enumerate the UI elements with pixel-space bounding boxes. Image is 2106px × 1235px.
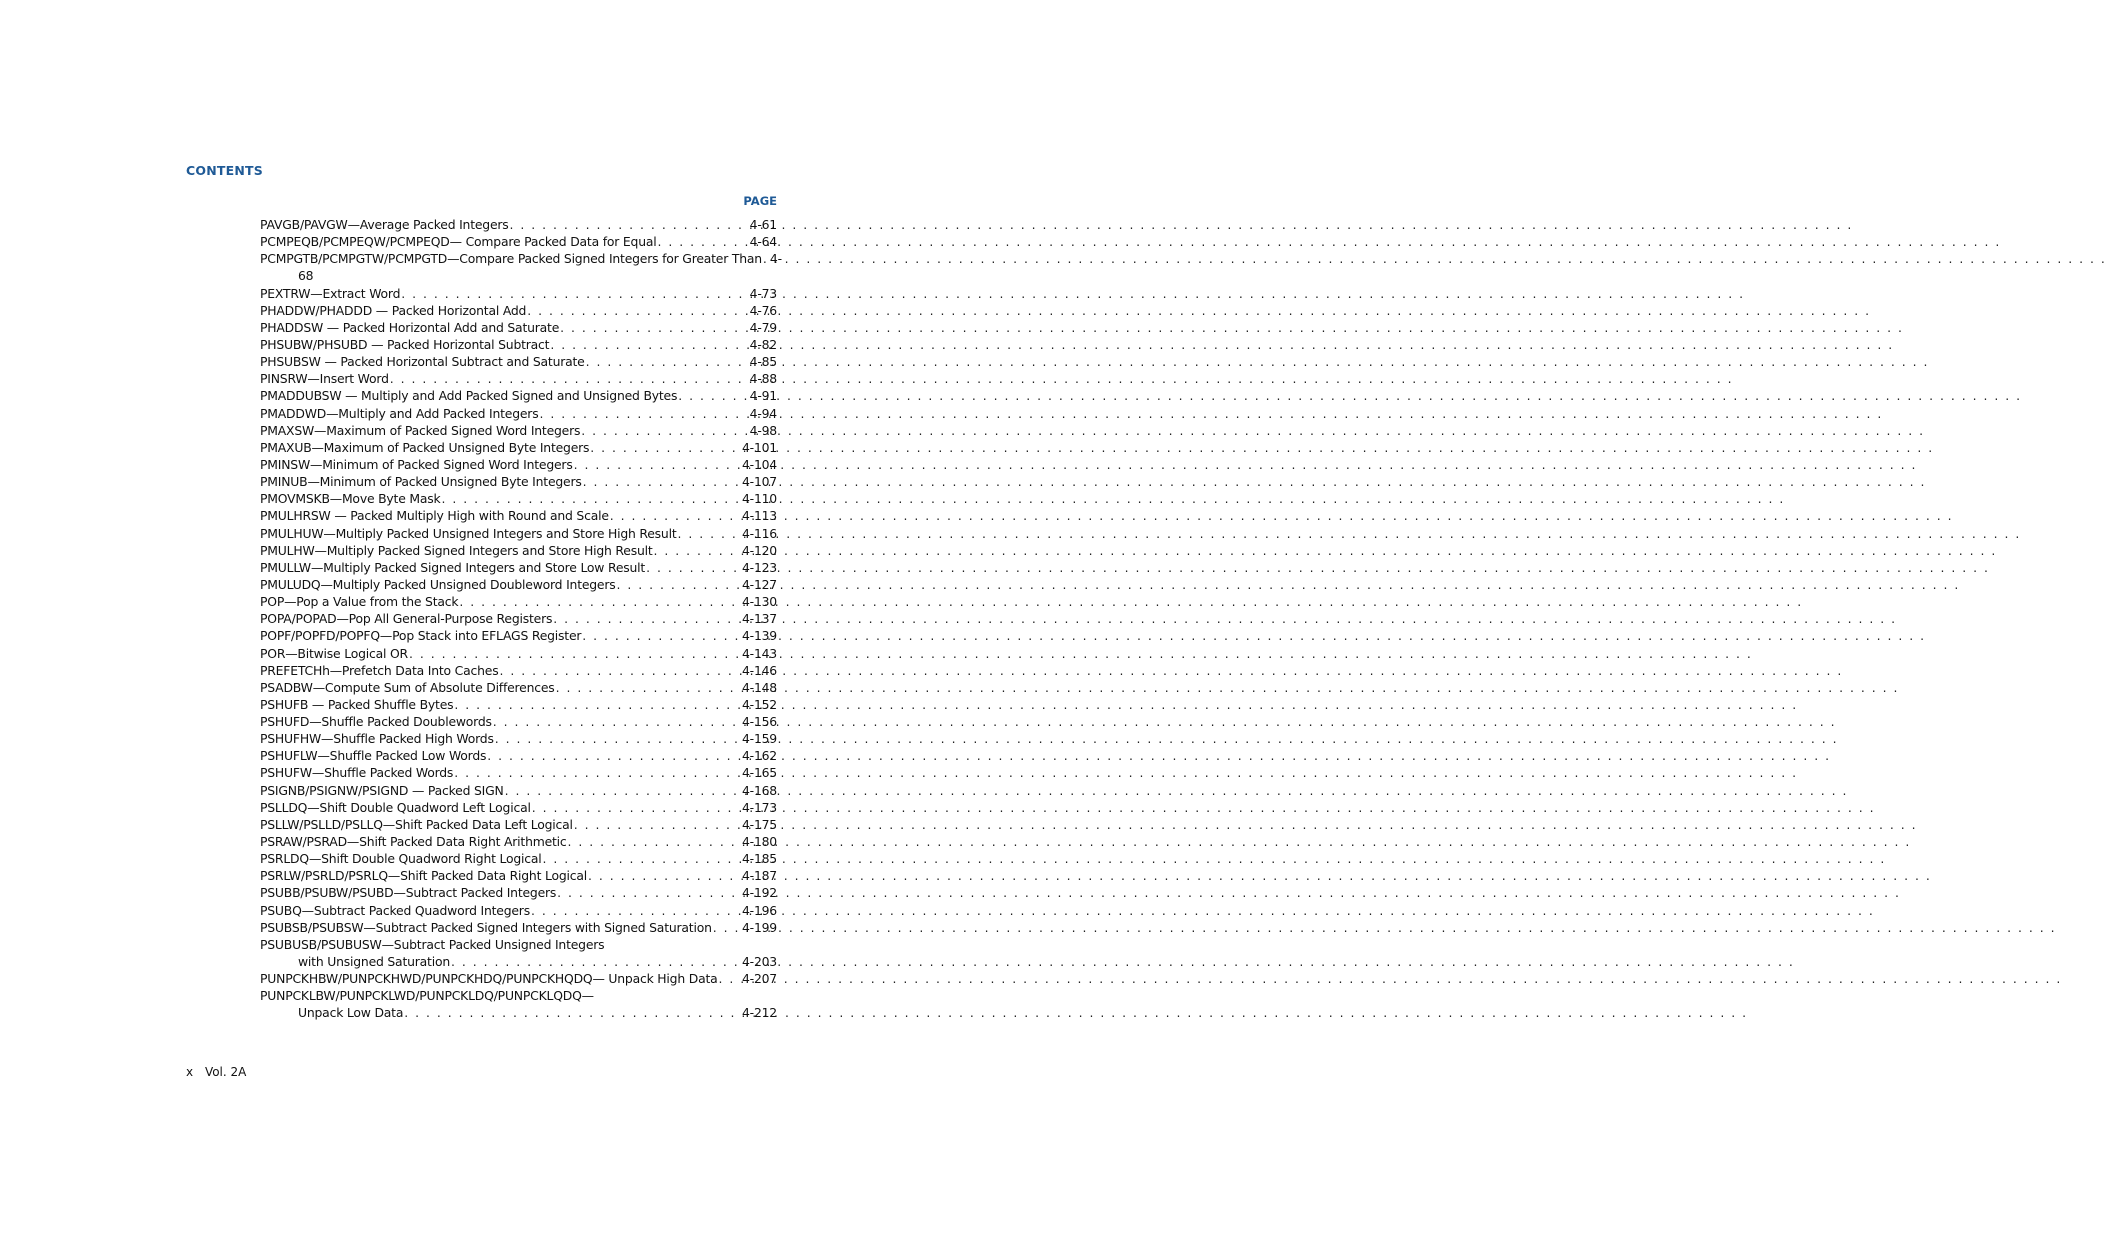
toc-entry-page: 4-152 [741,696,777,712]
toc-entry[interactable] [260,559,777,576]
dot-leader [678,387,748,404]
dot-leader [553,610,741,627]
toc-entry[interactable] [260,285,777,302]
dot-leader [574,816,741,833]
toc-entry-page: 4-137 [741,611,777,627]
toc-entry-title: PEXTRW—Extract Word [260,285,401,301]
toc-list [260,216,782,1022]
toc-entry-title: PSIGNB/PSIGNW/PSIGND — Packed SIGN [260,782,504,798]
toc-entry-title: PMOVMSKB—Move Byte Mask [260,491,441,507]
toc-entry[interactable] [260,970,777,987]
toc-entry-page: 4-113 [741,508,777,524]
dot-leader [657,233,748,250]
dot-leader [487,747,741,764]
toc-entry-title: PSHUFB — Packed Shuffle Bytes [260,696,454,712]
toc-entry-page: 4-85 [749,354,777,370]
toc-entry[interactable] [260,542,777,559]
toc-entry-page: 4-104 [741,456,777,472]
toc-entry-page: 4-162 [741,748,777,764]
dot-leader [763,250,769,267]
toc-entry[interactable] [260,765,777,782]
toc-entry-title: PHADDW/PHADDD — Packed Horizontal Add [260,302,527,318]
toc-entry[interactable] [260,799,777,816]
dot-leader [454,696,741,713]
toc-entry-title: PUNPCKHBW/PUNPCKHWD/PUNPCKHDQ/PUNPCKHQDQ— Unpack High Data [260,971,718,987]
toc-entry[interactable] [260,387,777,404]
dot-leader [499,662,741,679]
toc-entry-page: 4-148 [741,679,777,695]
dot-leader [454,764,741,781]
toc-entry-title: PSUBSB/PSUBSW—Subtract Packed Signed Integers with Signed Saturation [260,919,712,935]
dot-leader [574,456,741,473]
toc-entry[interactable] [260,679,777,696]
dot-leader [590,439,741,456]
dot-leader [560,319,749,336]
toc-entry-title: PSLLDQ—Shift Double Quadword Left Logical [260,799,531,815]
toc-entry[interactable] [260,645,777,662]
toc-entry-page: 4-94 [749,405,777,421]
toc-entry-page: 4-159 [741,731,777,747]
toc-entry[interactable] [260,507,777,524]
toc-entry-page: 4-79 [749,319,777,335]
dot-leader [401,285,748,302]
toc-entry-page: 4-120 [741,542,777,558]
toc-entry[interactable] [260,319,777,336]
page-column-label: PAGE [743,194,777,208]
toc-entry-title: PMADDUBSW — Multiply and Add Packed Signed and Unsigned Bytes [260,388,678,404]
dot-leader [583,473,741,490]
dot-leader [459,593,741,610]
toc-entry-title: PSHUFD—Shuffle Packed Doublewords [260,714,492,730]
toc-entry-page: 4-107 [741,474,777,490]
dot-leader [409,645,741,662]
dot-leader [531,902,741,919]
toc-entry-page: 4-175 [741,816,777,832]
dot-leader [677,525,741,542]
toc-entry[interactable] [260,816,777,833]
toc-entry-page: 4-76 [749,302,777,318]
toc-entry-page: 4-146 [741,662,777,678]
toc-entry-title: POR—Bitwise Logical OR [260,645,408,661]
toc-entry-title: PSHUFW—Shuffle Packed Words [260,765,454,781]
toc-entry-title: PMAXSW—Maximum of Packed Signed Word Integers [260,422,581,438]
toc-entry[interactable] [260,593,777,610]
dot-leader [610,507,741,524]
dot-leader [556,679,741,696]
toc-entry-title: Unpack Low Data [298,1005,404,1021]
toc-entry-title: PSRLW/PSRLD/PSRLQ—Shift Packed Data Right Logical [260,868,587,884]
toc-entry-page: 4-91 [749,388,777,404]
dot-leader [505,782,741,799]
toc-entry[interactable] [260,1004,777,1021]
toc-entry-page: 4-116 [741,525,777,541]
dot-leader [719,970,741,987]
toc-entry[interactable] [260,936,777,953]
toc-entry-page: 4-168 [741,782,777,798]
toc-entry-title: PUNPCKLBW/PUNPCKLWD/PUNPCKLDQ/PUNPCKLQDQ— [260,988,594,1004]
toc-entry-page: 4-110 [741,491,777,507]
dot-leader [493,713,741,730]
toc-entry-title: PMULHW—Multiply Packed Signed Integers and Store High Result [260,542,653,558]
toc-entry-title: PMULHRSW — Packed Multiply High with Round and Scale [260,508,609,524]
toc-entry[interactable] [260,250,782,267]
dot-leader [390,370,749,387]
toc-entry-page-continuation: 68 [298,268,314,284]
toc-entry-title: PSHUFHW—Shuffle Packed High Words [260,731,494,747]
toc-entry-page: 4- [769,251,782,267]
toc-entry-page: 4-185 [741,851,777,867]
footer-volume: Vol. 2A [204,1065,247,1079]
toc-entry[interactable] [260,747,777,764]
toc-entry-title: PCMPEQB/PCMPEQW/PCMPEQD— Compare Packed Data for Equal [260,234,657,250]
toc-entry[interactable] [260,302,777,319]
toc-entry[interactable] [260,662,777,679]
toc-entry-title: PMINUB—Minimum of Packed Unsigned Byte Integers [260,474,582,490]
footer-page-number: x [186,1065,194,1079]
toc-entry[interactable] [260,525,777,542]
toc-entry-page: 4-165 [741,765,777,781]
contents-heading: CONTENTS [186,163,263,178]
toc-entry-title: PMULUDQ—Multiply Packed Unsigned Doubleword Integers [260,576,616,592]
toc-entry[interactable] [260,627,777,644]
toc-entry-title: PSUBB/PSUBW/PSUBD—Subtract Packed Integers [260,885,557,901]
toc-entry-page: 4-180 [741,834,777,850]
toc-entry-title: PMULLW—Multiply Packed Signed Integers and Store Low Result [260,559,646,575]
toc-entry-page: 4-143 [741,645,777,661]
toc-entry-page: 4-203 [741,954,777,970]
toc-entry-page: 4-61 [749,216,777,232]
toc-entry-title: PSLLW/PSLLD/PSLLQ—Shift Packed Data Left Logical [260,816,573,832]
toc-entry[interactable] [260,422,777,439]
toc-entry-title: PHSUBW/PHSUBD — Packed Horizontal Subtract [260,336,550,352]
toc-entry-title: POPA/POPAD—Pop All General-Purpose Registers [260,611,553,627]
dot-leader [568,833,741,850]
toc-entry[interactable] [260,490,777,507]
toc-entry-page: 4-98 [749,422,777,438]
toc-entry[interactable] [260,696,777,713]
toc-entry[interactable] [260,782,777,799]
toc-entry-page: 4-82 [749,336,777,352]
toc-entry-page: 4-139 [741,628,777,644]
toc-entry-title: PSRAW/PSRAD—Shift Packed Data Right Arithmetic [260,834,567,850]
toc-entry-title: PMAXUB—Maximum of Packed Unsigned Byte Integers [260,439,590,455]
toc-entry-title: PSADBW—Compute Sum of Absolute Differences [260,679,555,695]
toc-entry[interactable] [260,833,777,850]
toc-entry-title: PSUBUSB/PSUBUSW—Subtract Packed Unsigned Integers [260,936,605,952]
toc-entry-page: 4-156 [741,714,777,730]
dot-leader [588,867,741,884]
dot-leader [532,799,741,816]
toc-entry[interactable] [260,953,777,970]
toc-entry-page: 4-127 [741,576,777,592]
dot-leader [510,216,749,233]
dot-leader [586,353,749,370]
toc-entry-page: 4-130 [741,594,777,610]
page-footer [186,1065,254,1079]
toc-entry-title: PMADDWD—Multiply and Add Packed Integers [260,405,539,421]
toc-entry[interactable] [260,336,777,353]
toc-entry-page: 4-73 [749,285,777,301]
toc-entry-title: POP—Pop a Value from the Stack [260,594,459,610]
dot-leader [404,1004,741,1021]
toc-entry-title: PAVGB/PAVGW—Average Packed Integers [260,216,509,232]
toc-entry[interactable] [260,867,777,884]
toc-entry-title: PSHUFLW—Shuffle Packed Low Words [260,748,487,764]
toc-entry[interactable] [260,216,777,233]
toc-entry-page: 4-207 [741,971,777,987]
toc-entry-title: PHSUBSW — Packed Horizontal Subtract and Saturate [260,354,585,370]
dot-leader [527,302,748,319]
dot-leader [451,953,741,970]
toc-entry[interactable] [260,370,777,387]
toc-entry[interactable] [260,919,777,936]
toc-entry[interactable] [260,456,777,473]
toc-entry[interactable] [260,902,777,919]
dot-leader [617,576,741,593]
dot-leader [543,850,741,867]
toc-entry[interactable] [260,473,777,490]
toc-entry-title: PMINSW—Minimum of Packed Signed Word Integers [260,456,573,472]
toc-entry[interactable] [260,405,777,422]
toc-entry[interactable] [260,987,777,1004]
toc-entry-title: PCMPGTB/PCMPGTW/PCMPGTD—Compare Packed Signed Integers for Greater Than [260,251,762,267]
toc-entry[interactable] [260,439,777,456]
toc-entry-page: 4-101 [741,439,777,455]
toc-entry[interactable] [260,713,777,730]
toc-entry-title: PHADDSW — Packed Horizontal Add and Saturate [260,319,560,335]
dot-leader [582,627,741,644]
dot-leader [495,730,741,747]
toc-entry-title: with Unsigned Saturation [298,954,450,970]
dot-leader [646,559,741,576]
dot-leader [654,542,741,559]
toc-entry-title: PSUBQ—Subtract Packed Quadword Integers [260,902,530,918]
toc-entry-title: POPF/POPFD/POPFQ—Pop Stack into EFLAGS Register [260,628,582,644]
toc-entry-page: 4-192 [741,885,777,901]
dot-leader [557,884,741,901]
toc-entry[interactable] [260,610,777,627]
toc-entry-continuation [260,267,777,284]
toc-entry-page: 4-123 [741,559,777,575]
toc-entry-title: PMULHUW—Multiply Packed Unsigned Integers and Store High Result [260,525,677,541]
toc-entry-page: 4-64 [749,234,777,250]
dot-leader [581,422,748,439]
dot-leader [713,919,741,936]
toc-entry-title: PSRLDQ—Shift Double Quadword Right Logical [260,851,542,867]
dot-leader [441,490,741,507]
dot-leader [539,405,748,422]
toc-entry-page: 4-173 [741,799,777,815]
toc-entry[interactable] [260,884,777,901]
toc-entry-page: 4-212 [741,1005,777,1021]
toc-entry[interactable] [260,353,777,370]
toc-entry-page: 4-196 [741,902,777,918]
dot-leader [550,336,748,353]
toc-entry-title: PREFETCHh—Prefetch Data Into Caches [260,662,499,678]
toc-entry-page: 4-88 [749,371,777,387]
toc-entry-page: 4-187 [741,868,777,884]
toc-entry[interactable] [260,233,777,250]
toc-entry[interactable] [260,576,777,593]
toc-entry[interactable] [260,850,777,867]
toc-entry[interactable] [260,730,777,747]
toc-entry-page: 4-199 [741,919,777,935]
toc-entry-title: PINSRW—Insert Word [260,371,389,387]
